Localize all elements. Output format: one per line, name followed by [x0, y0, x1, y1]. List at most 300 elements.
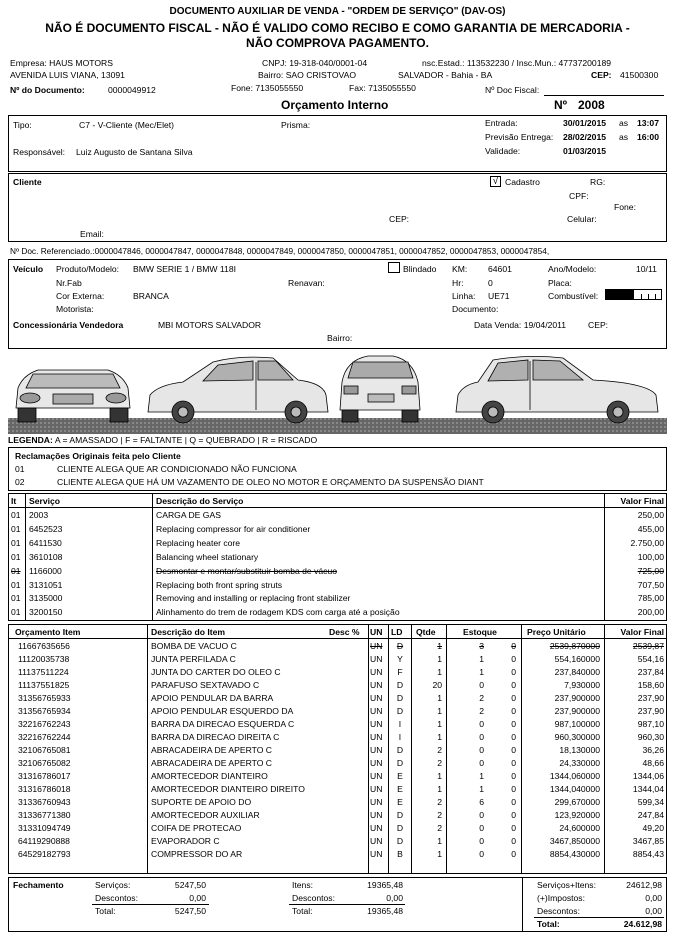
fech-total2-value: 19365,48 [367, 906, 403, 916]
peca-row-unit: 237,840000 [554, 667, 600, 677]
servico-row-desc: Balancing wheel stationary [156, 551, 259, 562]
entrada-time: 13:07 [637, 118, 659, 128]
peca-row-unit: 7,930000 [564, 680, 600, 690]
peca-row-un: UN [370, 745, 383, 755]
servico-row-desc: Alinhamento do trem de rodagem KDS com carga até a posição [156, 607, 400, 618]
peca-row-ld: D [396, 810, 404, 820]
peca-row-estoque-1: 2 [479, 706, 484, 716]
peca-row-desc: APOIO PENDULAR ESQUERDO DA [151, 706, 294, 716]
peca-row-ld: D [396, 758, 404, 768]
fech-itens-value: 19365,48 [367, 880, 403, 890]
peca-row-ld: E [397, 771, 403, 781]
fech-imp-value: 0,00 [645, 893, 662, 903]
servico-row-desc: Removing and installing or replacing front stabilizer [156, 593, 351, 604]
peca-row-ld: D [396, 823, 404, 833]
peca-row-un: UN [370, 719, 383, 729]
peca-row-desc: COIFA DE PROTECAO [151, 823, 242, 833]
peca-row-un: UN [370, 706, 383, 716]
peca-row-desc: APOIO PENDULAR DA BARRA [151, 693, 274, 703]
combustivel-label: Combustível: [548, 291, 599, 301]
peca-row-valor: 2539,87 [632, 641, 664, 651]
validade-label: Validade: [485, 146, 521, 156]
peca-row-code: 32106765081 [18, 745, 71, 755]
peca-row-estoque-1: 0 [479, 719, 484, 729]
peca-row-estoque-2: 0 [511, 745, 516, 755]
peca-row-ld: B [397, 849, 403, 859]
fech-si-value: 24612,98 [626, 880, 662, 890]
fechamento-label: Fechamento [13, 880, 64, 890]
peca-row-code: 64529182793 [18, 849, 71, 859]
fech-itens-label: Itens: [292, 880, 314, 890]
peca-row-estoque-1: 3 [479, 641, 484, 651]
servico-row-code: 1166000 [29, 565, 62, 576]
fech-servicos-value: 5247,50 [174, 880, 206, 890]
servico-row-desc: Replacing both front spring struts [156, 579, 283, 590]
peca-row-estoque-1: 0 [479, 849, 484, 859]
fech-desc2-value: 0,00 [386, 893, 403, 903]
peca-row-code: 31316786017 [18, 771, 71, 781]
peca-row-code: 11137551825 [18, 680, 70, 690]
peca-row-valor: 36,26 [642, 745, 664, 755]
header-line-2: NÃO É DOCUMENTO FISCAL - NÃO É VALIDO COMO RECIBO E COMO GARANTIA DE MERCADORIA - [45, 21, 630, 35]
veiculo-bairro-label: Bairro: [327, 333, 353, 343]
company-city: SALVADOR - Bahia - BA [398, 70, 493, 80]
servicos-header-servico: Serviço [29, 496, 61, 506]
servico-row-desc: Desmontar e montar/substituir bomba de vácuo [156, 565, 338, 576]
ano-label: Ano/Modelo: [548, 264, 597, 274]
peca-row-code: 31356765934 [18, 706, 71, 716]
pecas-header-qtde: Qtde [416, 627, 436, 637]
peca-row-valor: 48,66 [642, 758, 664, 768]
concessionaria-label: Concessionária Vendedora [13, 320, 124, 330]
peca-row-code: 64119290888 [18, 836, 70, 846]
peca-row-desc: EVAPORADOR C [151, 836, 220, 846]
servico-row-valor: 725,00 [637, 565, 664, 576]
peca-row-code: 32106765082 [18, 758, 71, 768]
peca-row-unit: 237,900000 [554, 706, 600, 716]
peca-row-desc: BARRA DA DIRECAO DIREITA C [151, 732, 280, 742]
peca-row-estoque-1: 1 [479, 667, 484, 677]
servico-row-valor: 100,00 [637, 551, 664, 562]
peca-row-desc: COMPRESSOR DO AR [151, 849, 243, 859]
fech-servicos-label: Serviços: [95, 880, 131, 890]
ano-value: 10/11 [636, 264, 657, 274]
peca-row-un: UN [370, 771, 383, 781]
peca-row-valor: 8854,43 [632, 849, 664, 859]
peca-row-un: UN [370, 732, 383, 742]
hr-label: Hr: [452, 278, 464, 288]
car-rear-view [340, 356, 420, 422]
km-value: 64601 [488, 264, 512, 274]
cpf-label: CPF: [569, 191, 589, 201]
fech-total2-label: Total: [292, 906, 313, 916]
peca-row-unit: 2539,870000 [549, 641, 600, 651]
peca-row-ld: D [396, 706, 404, 716]
previsao-time: 16:00 [637, 132, 659, 142]
peca-row-ld: F [397, 667, 403, 677]
motorista-label: Motorista: [56, 304, 94, 314]
validade-date: 01/03/2015 [563, 146, 607, 156]
peca-row-desc: PARAFUSO SEXTAVADO C [151, 680, 260, 690]
fuel-gauge [605, 289, 662, 300]
peca-row-desc: BOMBA DE VACUO C [151, 641, 237, 651]
peca-row-unit: 123,920000 [554, 810, 600, 820]
company-cep: 41500300 [620, 70, 659, 80]
peca-row-un: UN [370, 667, 383, 677]
peca-row-estoque-2: 0 [511, 823, 516, 833]
peca-row-estoque-2: 0 [511, 784, 516, 794]
peca-row-qtde: 1 [437, 771, 442, 781]
peca-row-unit: 960,300000 [554, 732, 600, 742]
peca-row-estoque-2: 0 [511, 836, 516, 846]
peca-row-unit: 18,130000 [559, 745, 600, 755]
previsao-label: Previsão Entrega: [485, 132, 554, 142]
servico-row-it: 01 [11, 510, 21, 520]
peca-row-valor: 554,16 [637, 654, 664, 664]
peca-row-valor: 237,84 [637, 667, 664, 677]
peca-row-qtde: 2 [437, 797, 442, 807]
peca-row-code: 32216762244 [18, 732, 71, 742]
peca-row-ld: E [397, 797, 403, 807]
car-front-view [16, 370, 130, 422]
peca-row-qtde: 1 [437, 849, 442, 859]
entrada-date: 30/01/2015 [563, 118, 607, 128]
peca-row-qtde: 2 [437, 758, 442, 768]
pecas-header-un: UN [370, 627, 383, 637]
car-right-side-view [456, 356, 658, 423]
produto-label: Produto/Modelo: [56, 264, 120, 274]
peca-row-estoque-1: 0 [479, 810, 484, 820]
doc-referenced: Nº Doc. Referenciado.:0000047846, 0000047847, 0000047848, 0000047849, 0000047850, 0000047851, 0000047852, 0000047853, 0000047854, [10, 246, 550, 256]
linha-value: UE71 [488, 291, 510, 301]
peca-row-estoque-1: 0 [479, 758, 484, 768]
company-cep-label: CEP: [591, 70, 612, 80]
peca-row-valor: 237,90 [637, 706, 664, 716]
cadastro-label: Cadastro [505, 177, 540, 187]
servico-row-valor: 250,00 [637, 510, 664, 520]
peca-row-ld: D [396, 745, 404, 755]
prisma-label: Prisma: [281, 120, 311, 130]
peca-row-qtde: 1 [437, 784, 442, 794]
peca-row-qtde: 1 [437, 693, 442, 703]
peca-row-unit: 24,600000 [559, 823, 600, 833]
peca-row-estoque-1: 1 [479, 654, 484, 664]
cliente-box [8, 173, 667, 242]
blindado-label: Blindado [403, 264, 437, 274]
peca-row-valor: 1344,04 [632, 784, 664, 794]
legend-text: A = AMASSADO | F = FALTANTE | Q = QUEBRADO | R = RISCADO [54, 435, 318, 445]
peca-row-qtde: 2 [437, 823, 442, 833]
peca-row-un: UN [370, 823, 383, 833]
doc-fiscal-line [544, 95, 664, 96]
servico-row-it: 01 [11, 537, 21, 548]
servico-row-it: 01 [11, 579, 21, 590]
peca-row-estoque-1: 1 [479, 771, 484, 781]
reclamacao-1-num: 01 [15, 464, 25, 474]
fech-desc1-value: 0,00 [189, 893, 206, 903]
blindado-checkbox[interactable] [388, 262, 400, 273]
peca-row-ld: D [396, 693, 404, 703]
servico-row-desc: Replacing compressor for air conditioner [156, 523, 311, 534]
servico-row-valor: 2.750,00 [630, 537, 664, 548]
peca-row-un: UN [370, 654, 383, 664]
peca-row-code: 31331094749 [18, 823, 71, 833]
peca-row-estoque-2: 0 [511, 810, 516, 820]
peca-row-unit: 3467,850000 [549, 836, 600, 846]
servico-row-code: 2003 [29, 510, 49, 520]
peca-row-estoque-1: 0 [479, 836, 484, 846]
fech-desc1-label: Descontos: [95, 893, 138, 903]
peca-row-desc: JUNTA PERFILADA C [151, 654, 236, 664]
doc-number: 0000049912 [108, 85, 156, 95]
fech-desc3-value: 0,00 [645, 906, 662, 916]
pecas-header-desc: Descrição do Item [151, 627, 226, 637]
fech-total1-value: 5247,50 [174, 906, 206, 916]
fech-total-label: Total: [537, 919, 560, 929]
doc-fiscal-label: Nº Doc Fiscal: [485, 85, 540, 95]
company-bairro: Bairro: SAO CRISTOVAO [258, 70, 357, 80]
fone-label: Fone: [614, 202, 636, 212]
peca-row-ld: D [396, 836, 404, 846]
pecas-header-ld: LD [391, 627, 403, 637]
budget-number: 2008 [578, 98, 605, 112]
linha-label: Linha: [452, 291, 476, 301]
peca-row-estoque-2: 0 [511, 693, 516, 703]
company-fax: Fax: 7135055550 [349, 83, 416, 93]
peca-row-unit: 8854,430000 [549, 849, 600, 859]
tipo-label: Tipo: [13, 120, 32, 130]
peca-row-unit: 237,900000 [554, 693, 600, 703]
pecas-header-item: Orçamento Item [15, 627, 81, 637]
reclamacao-1-text: CLIENTE ALEGA QUE AR CONDICIONADO NÃO FUNCIONA [57, 464, 297, 474]
peca-row-desc: AMORTECEDOR DIANTEIRO DIREITO [151, 784, 305, 794]
nrfab-label: Nr.Fab [56, 278, 82, 288]
peca-row-estoque-1: 2 [479, 693, 484, 703]
peca-row-code: 11120035738 [18, 654, 70, 664]
veiculo-cep-label: CEP: [588, 320, 609, 330]
fech-total1-label: Total: [95, 906, 116, 916]
car-left-side-view [148, 357, 328, 423]
pecas-header-unit: Preço Unitário [527, 627, 586, 637]
peca-row-ld: E [397, 784, 403, 794]
peca-row-estoque-2: 0 [511, 654, 516, 664]
peca-row-desc: AMORTECEDOR AUXILIAR [151, 810, 260, 820]
company-address: AVENIDA LUIS VIANA, 13091 [10, 70, 125, 80]
pecas-header-estoque: Estoque [463, 627, 497, 637]
servico-row-code: 3610108 [29, 551, 63, 562]
peca-row-code: 11667635656 [18, 641, 70, 651]
peca-row-estoque-2: 0 [511, 849, 516, 859]
servico-row-valor: 455,00 [637, 523, 664, 534]
peca-row-estoque-1: 0 [479, 745, 484, 755]
servico-row-it: 01 [11, 551, 21, 562]
km-label: KM: [452, 264, 468, 274]
car-damage-diagram [8, 350, 667, 435]
peca-row-ld: D [396, 641, 404, 651]
peca-row-desc: BARRA DA DIRECAO ESQUERDA C [151, 719, 295, 729]
company-phone: Fone: 7135055550 [231, 83, 304, 93]
peca-row-estoque-2: 0 [511, 706, 516, 716]
peca-row-qtde: 1 [437, 654, 442, 664]
peca-row-valor: 3467,85 [632, 836, 664, 846]
company-cnpj: CNPJ: 19-318-040/0001-04 [262, 58, 368, 68]
peca-row-valor: 960,30 [637, 732, 664, 742]
servico-row-it: 01 [11, 593, 21, 604]
peca-row-code: 31336771380 [18, 810, 71, 820]
peca-row-qtde: 1 [437, 719, 442, 729]
data-venda: Data Venda: 19/04/2011 [474, 320, 567, 330]
servico-row-it: 01 [11, 565, 21, 576]
rg-label: RG: [590, 177, 606, 187]
fech-total-value: 24.612,98 [623, 919, 662, 929]
page-title: Orçamento Interno [281, 98, 389, 112]
peca-row-estoque-1: 1 [479, 784, 484, 794]
peca-row-estoque-2: 0 [511, 667, 516, 677]
hr-value: 0 [488, 278, 493, 288]
peca-row-valor: 599,34 [637, 797, 664, 807]
peca-row-valor: 49,20 [642, 823, 664, 833]
servico-row-it: 01 [11, 607, 21, 618]
peca-row-valor: 247,84 [637, 810, 664, 820]
fech-desc2-label: Descontos: [292, 893, 335, 903]
cor-value: BRANCA [133, 291, 169, 301]
peca-row-code: 31356765933 [18, 693, 71, 703]
peca-row-un: UN [370, 810, 383, 820]
servico-row-code: 6411530 [29, 537, 62, 548]
previsao-as: as [619, 132, 629, 142]
cadastro-checkbox[interactable]: √ [490, 176, 501, 187]
peca-row-qtde: 1 [437, 732, 442, 742]
peca-row-qtde: 1 [437, 667, 442, 677]
fech-desc3-label: Descontos: [537, 906, 580, 916]
budget-number-label: Nº [554, 98, 568, 112]
doc-number-label: Nº do Documento: [10, 85, 85, 95]
peca-row-ld: I [398, 719, 402, 729]
peca-row-un: UN [370, 784, 383, 794]
peca-row-desc: JUNTA DO CARTER DO OLEO C [151, 667, 281, 677]
peca-row-estoque-2: 0 [511, 732, 516, 742]
previsao-date: 28/02/2015 [563, 132, 607, 142]
produto-value: BMW SERIE 1 / BMW 118I [133, 264, 236, 274]
peca-row-un: UN [370, 758, 383, 768]
reclamacao-2-text: CLIENTE ALEGA QUE HÁ UM VAZAMENTO DE OLEO NO MOTOR E ORÇAMENTO DA SUSPENSÃO DIANT [57, 477, 484, 487]
peca-row-desc: ABRACADEIRA DE APERTO C [151, 745, 272, 755]
peca-row-desc: SUPORTE DE APOIO DO [151, 797, 252, 807]
peca-row-ld: Y [397, 654, 403, 664]
servicos-header-it: It [11, 496, 17, 506]
peca-row-un: UN [370, 836, 383, 846]
servico-row-valor: 200,00 [637, 607, 664, 618]
pecas-header-descp: Desc % [329, 627, 360, 637]
entrada-as: as [619, 118, 629, 128]
peca-row-qtde: 2 [437, 810, 442, 820]
servico-row-it: 01 [11, 523, 21, 534]
company-insc: nsc.Estad.: 113532230 / Insc.Mun.: 47737200189 [422, 58, 612, 68]
peca-row-qtde: 1 [437, 836, 442, 846]
servicos-header-desc: Descrição do Serviço [156, 496, 244, 506]
peca-row-estoque-1: 0 [479, 732, 484, 742]
peca-row-desc: AMORTECEDOR DIANTEIRO [151, 771, 268, 781]
header-line-1: DOCUMENTO AUXILIAR DE VENDA - "ORDEM DE SERVIÇO" (DAV-OS) [169, 6, 506, 17]
servicos-header-valor: Valor Final [620, 496, 664, 506]
tipo-value: C7 - V-Cliente (Mec/Elet) [79, 120, 175, 130]
peca-row-code: 31316786018 [18, 784, 71, 794]
reclamacao-2-num: 02 [15, 477, 25, 487]
peca-row-valor: 987,10 [637, 719, 664, 729]
entrada-label: Entrada: [485, 118, 518, 128]
peca-row-un: UN [370, 693, 383, 703]
peca-row-unit: 299,670000 [554, 797, 600, 807]
peca-row-un: UN [370, 641, 383, 651]
cliente-label: Cliente [13, 177, 42, 187]
peca-row-estoque-2: 0 [511, 771, 516, 781]
peca-row-estoque-2: 0 [511, 797, 516, 807]
peca-row-ld: I [398, 732, 402, 742]
legend-label: LEGENDA: [8, 435, 53, 445]
peca-row-estoque-2: 0 [511, 680, 516, 690]
celular-label: Celular: [567, 214, 597, 224]
peca-row-desc: ABRACADEIRA DE APERTO C [151, 758, 272, 768]
peca-row-unit: 554,160000 [554, 654, 600, 664]
peca-row-un: UN [370, 849, 383, 859]
servico-row-code: 3200150 [29, 607, 63, 618]
peca-row-code: 32216762243 [18, 719, 71, 729]
reclamacoes-title: Reclamações Originais feita pelo Cliente [15, 451, 181, 461]
documento-label: Documento: [452, 304, 499, 314]
peca-row-ld: D [396, 680, 404, 690]
peca-row-valor: 1344,06 [632, 771, 664, 781]
servico-row-code: 3131051 [29, 579, 63, 590]
peca-row-un: UN [370, 797, 383, 807]
placa-label: Placa: [548, 278, 572, 288]
peca-row-qtde: 20 [432, 680, 442, 690]
servico-row-valor: 785,00 [637, 593, 664, 604]
peca-row-un: UN [370, 680, 383, 690]
peca-row-estoque-2: 0 [511, 719, 516, 729]
peca-row-estoque-2: 0 [511, 641, 516, 651]
peca-row-qtde: 1 [437, 706, 442, 716]
peca-row-qtde: 2 [437, 745, 442, 755]
header-line-3: NÃO COMPROVA PAGAMENTO. [246, 36, 429, 50]
responsavel-label: Responsável: [13, 147, 66, 157]
peca-row-estoque-1: 6 [479, 797, 484, 807]
cor-label: Cor Externa: [56, 291, 105, 301]
concessionaria-value: MBI MOTORS SALVADOR [158, 320, 262, 330]
responsavel-value: Luiz Augusto de Santana Silva [76, 147, 193, 157]
peca-row-estoque-1: 0 [479, 680, 484, 690]
servico-row-desc: Replacing heater core [156, 537, 241, 548]
renavan-label: Renavan: [288, 278, 325, 288]
fech-si-label: Serviços+Itens: [537, 880, 596, 890]
email-label: Email: [80, 229, 104, 239]
legend [8, 435, 317, 445]
peca-row-valor: 237,90 [637, 693, 664, 703]
peca-row-unit: 1344,060000 [549, 771, 600, 781]
peca-row-estoque-2: 0 [511, 758, 516, 768]
servico-row-code: 6452523 [29, 523, 63, 534]
peca-row-estoque-1: 0 [479, 823, 484, 833]
pecas-header-valor: Valor Final [620, 627, 664, 637]
peca-row-unit: 987,100000 [554, 719, 600, 729]
company-name: Empresa: HAUS MOTORS [10, 58, 113, 68]
peca-row-code: 11137511224 [18, 667, 69, 677]
peca-row-valor: 158,60 [637, 680, 664, 690]
servico-row-valor: 707,50 [637, 579, 664, 590]
peca-row-unit: 24,330000 [559, 758, 600, 768]
veiculo-label: Veículo [13, 264, 44, 274]
peca-row-qtde: 1 [437, 641, 442, 651]
servico-row-code: 3135000 [29, 593, 63, 604]
